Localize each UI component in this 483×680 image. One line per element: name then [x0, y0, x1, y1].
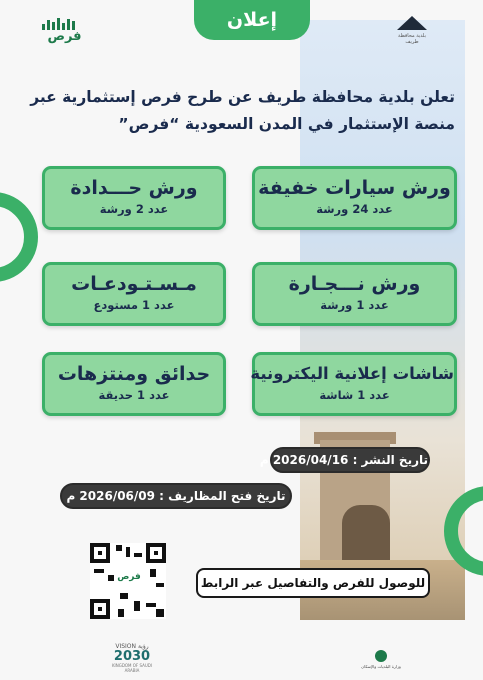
- card-title: ورش حـــدادة: [70, 177, 198, 199]
- vision-top-text: VISION رؤية: [115, 643, 149, 650]
- card-count: عدد 1 حديقة: [98, 388, 170, 402]
- intro-line-2: منصة الإستثمار في المدن السعودية “فرص”: [118, 115, 455, 133]
- municipality-logo-caption: بلدية محافظة طريف: [398, 33, 426, 45]
- card-title: ورش سيارات خفيفة: [258, 177, 451, 199]
- card-count: عدد 2 ورشة: [99, 202, 169, 216]
- vision-2030-logo: [110, 643, 154, 673]
- envelope-opening-date: تاريخ فتح المظاريف : 2026/06/09 م: [60, 483, 292, 509]
- qr-finder-icon: [90, 543, 110, 563]
- card-title: ورش نـــجـارة: [288, 273, 421, 295]
- opportunity-card-car-workshops: [252, 166, 457, 230]
- card-title: شاشات إعلانية اليكترونية: [250, 364, 454, 383]
- qr-finder-icon: [146, 543, 166, 563]
- card-title: مـسـتـودعـات: [71, 273, 197, 295]
- qr-finder-icon: [90, 599, 110, 619]
- announcement-banner: إعلان: [194, 0, 310, 40]
- card-count: عدد 1 شاشة: [319, 388, 390, 402]
- opportunity-card-parks: [42, 352, 226, 416]
- card-title: حدائق ومنتزهات: [57, 363, 211, 385]
- vision-caption: KINGDOM OF SAUDI ARABIA: [111, 663, 153, 673]
- decorative-ring-left: [0, 192, 38, 282]
- publish-date: تاريخ النشر : 2026/04/16 م: [270, 447, 430, 473]
- vision-year: 2030: [113, 649, 151, 664]
- qr-center-label: فرص: [114, 569, 144, 585]
- opportunity-card-blacksmith-workshops: [42, 166, 226, 230]
- forsa-logo: [42, 18, 87, 42]
- card-count: عدد 1 مستودع: [93, 298, 175, 312]
- opportunity-card-ad-screens: [252, 352, 457, 416]
- ministry-emblem-icon: [375, 650, 387, 662]
- municipality-logo: [392, 16, 432, 44]
- ministry-caption: وزارة البلديات والإسكان: [361, 664, 401, 669]
- ministry-logo: [360, 650, 402, 670]
- forsa-logo-text: فرص: [47, 29, 82, 44]
- opportunity-card-carpentry-workshops: [252, 262, 457, 326]
- intro-text: [30, 84, 455, 138]
- header: [0, 0, 483, 60]
- municipality-emblem-icon: [397, 16, 427, 30]
- card-count: عدد 24 ورشة: [316, 202, 393, 216]
- intro-line-1: تعلن بلدية محافظة طريف عن طرح فرص إستثمارية عبر: [30, 88, 455, 106]
- card-count: عدد 1 ورشة: [320, 298, 389, 312]
- opportunity-card-warehouses: [42, 262, 226, 326]
- link-instruction: للوصول للفرص والتفاصيل عبر الرابط: [196, 568, 430, 598]
